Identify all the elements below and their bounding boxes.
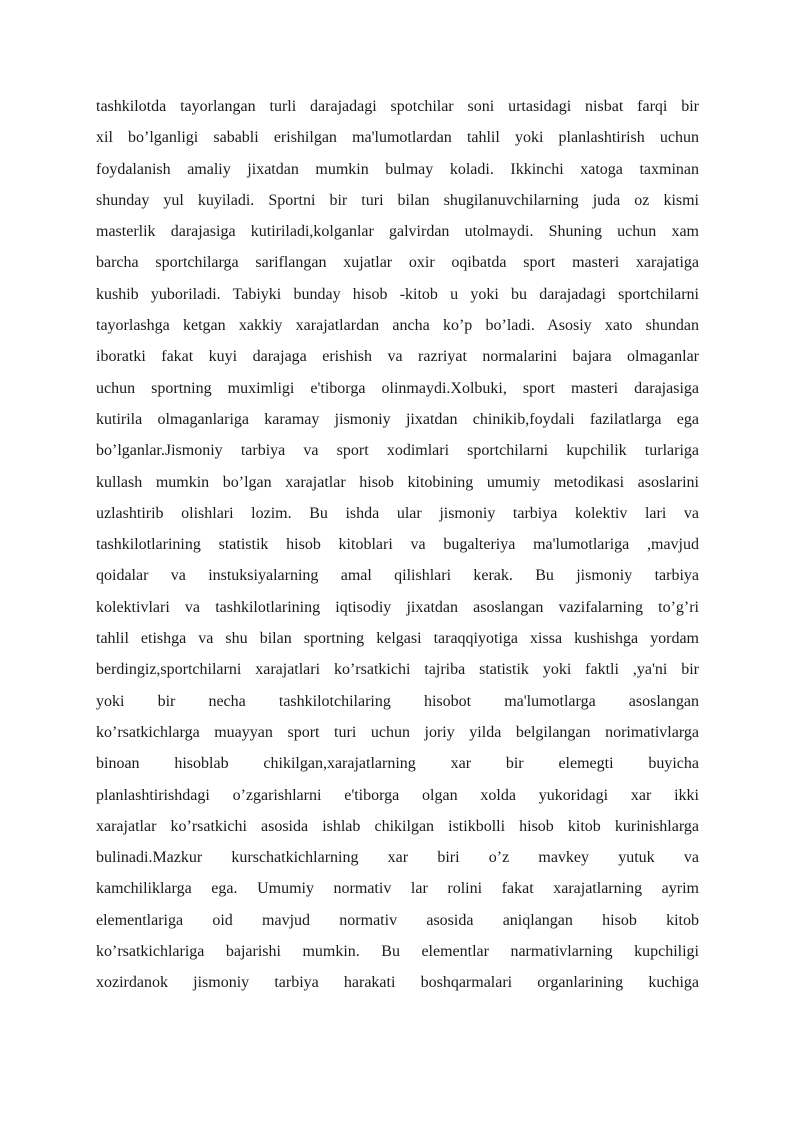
text-line: barcha sportchilarga sariflangan xujatlar oxir oqibatda sport masteri xarajatiga bbox=[96, 254, 699, 272]
text-line: uchun sportning muximligi e'tiborga olinmaydi.Xolbuki, sport masteri darajasiga bbox=[96, 379, 699, 397]
body-text bbox=[96, 91, 699, 999]
text-line: shunday yul kuyiladi. Sportni bir turi bilan shugilanuvchilarning juda oz kismi bbox=[96, 191, 699, 209]
text-line: tahlil etishga va shu bilan sportning kelgasi taraqqiyotiga xissa kushishga yordam bbox=[96, 630, 699, 648]
text-line: bo’lganlar.Jismoniy tarbiya va sport xodimlari sportchilarni kupchilik turlariga bbox=[96, 442, 699, 460]
text-line: tashkilotlarining statistik hisob kitoblari va bugalteriya ma'lumotlariga ,mavjud bbox=[96, 536, 699, 554]
text-line: planlashtirishdagi o’zgarishlarni e'tiborga olgan xolda yukoridagi xar ikki bbox=[96, 786, 699, 804]
text-line: kamchiliklarga ega. Umumiy normativ lar rolini fakat xarajatlarning ayrim bbox=[96, 880, 699, 898]
text-line: tayorlashga ketgan xakkiy xarajatlardan ancha ko’p bo’ladi. Asosiy xato shundan bbox=[96, 317, 699, 335]
text-line: kullash mumkin bo’lgan xarajatlar hisob kitobining umumiy metodikasi asoslarini bbox=[96, 473, 699, 491]
text-line: ko’rsatkichlariga bajarishi mumkin. Bu elementlar narmativlarning kupchiligi bbox=[96, 943, 699, 961]
text-line: kutirila olmaganlariga karamay jismoniy jixatdan chinikib,foydali fazilatlarga ega bbox=[96, 410, 699, 428]
text-line: ko’rsatkichlarga muayyan sport turi uchun joriy yilda belgilangan norimativlarga bbox=[96, 723, 699, 741]
text-line: tashkilotda tayorlangan turli darajadagi spotchilar soni urtasidagi nisbat farqi bir bbox=[96, 98, 699, 115]
text-line: yoki bir necha tashkilotchilaring hisobot ma'lumotlarga asoslangan bbox=[96, 692, 699, 710]
text-line: xarajatlar ko’rsatkichi asosida ishlab chikilgan istikbolli hisob kitob kurinishlarga bbox=[96, 817, 699, 835]
text-line: binoan hisoblab chikilgan,xarajatlarning xar bir elemegti buyicha bbox=[96, 755, 699, 773]
text-line: xozirdanok jismoniy tarbiya harakati boshqarmalari organlarining kuchiga bbox=[96, 974, 699, 992]
text-line: qoidalar va instuksiyalarning amal qilishlari kerak. Bu jismoniy tarbiya bbox=[96, 567, 699, 585]
text-line: bulinadi.Mazkur kurschatkichlarning xar biri o’z mavkey yutuk va bbox=[96, 849, 699, 867]
text-line: kushib yuboriladi. Tabiyki bunday hisob -kitob u yoki bu darajadagi sportchilarni bbox=[96, 285, 699, 303]
text-line: xil bo’lganligi sababli erishilgan ma'lumotlardan tahlil yoki planlashtirish uchun bbox=[96, 129, 699, 147]
text-line: kolektivlari va tashkilotlarining iqtisodiy jixatdan asoslangan vazifalarning to’g’ri bbox=[96, 598, 699, 616]
text-line: elementlariga oid mavjud normativ asosida aniqlangan hisob kitob bbox=[96, 911, 699, 929]
text-line: foydalanish amaliy jixatdan mumkin bulmay koladi. Ikkinchi xatoga taxminan bbox=[96, 160, 699, 178]
text-line: uzlashtirib olishlari lozim. Bu ishda ular jismoniy tarbiya kolektiv lari va bbox=[96, 504, 699, 522]
text-line: berdingiz,sportchilarni xarajatlari ko’rsatkichi tajriba statistik yoki faktli ,ya'ni bir bbox=[96, 661, 699, 679]
text-line: masterlik darajasiga kutiriladi,kolganlar galvirdan utolmaydi. Shuning uchun xam bbox=[96, 223, 699, 241]
text-line: iboratki fakat kuyi darajaga erishish va razriyat normalarini bajara olmaganlar bbox=[96, 348, 699, 366]
